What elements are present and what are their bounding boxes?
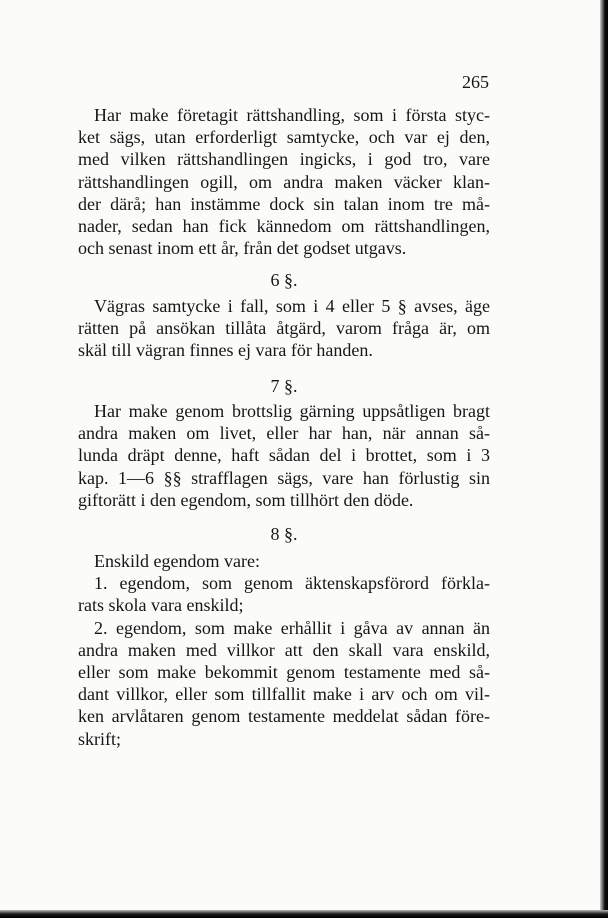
section-heading-8: 8 §. — [270, 524, 298, 544]
text-line: ket sägs, utan erforderligt samtycke, och var ej den, — [78, 127, 490, 148]
text-line: Enskild egendom vare: — [94, 551, 260, 571]
section-heading-7: 7 §. — [270, 376, 298, 396]
text-line: nader, sedan han fick kännedom om rättshandlingen, — [78, 215, 490, 236]
text-line: andra maken med villkor att den skall vara enskild, — [78, 639, 490, 660]
text-line: med vilken rättshandlingen ingicks, i god tro, vare — [78, 149, 490, 170]
section-8-paragraph — [78, 550, 490, 750]
text-line: rätten på ansökan tillåta åtgärd, varom fråga är, om — [78, 318, 490, 339]
text-line: andra maken om livet, eller har han, när annan så- — [78, 423, 490, 444]
text-line: rättshandlingen ogill, om andra maken väcker klan- — [78, 171, 490, 192]
text-line: kap. 1—6 §§ strafflagen sägs, vare han förlustig sin — [78, 467, 490, 488]
section-7-paragraph — [78, 400, 490, 511]
text-line: eller som make bekommit genom testamente med så- — [78, 661, 490, 682]
paragraph-continuation — [78, 104, 490, 259]
text-line: Har make genom brottslig gärning uppsåtligen bragt — [94, 401, 490, 421]
text-line: skäl till vägran finnes ej vara för handen. — [78, 340, 373, 361]
text-line: Har make företagit rättshandling, som i första styc- — [94, 105, 490, 125]
section-heading-6: 6 §. — [270, 270, 298, 290]
text-line: ken arvlåtaren genom testamente meddelat sådan före- — [78, 706, 490, 727]
text-line: der därå; han instämme dock sin talan inom tre må- — [78, 193, 490, 214]
text-line: 2. egendom, som make erhållit i gåva av annan än — [94, 617, 490, 638]
page-number: 265 — [462, 72, 489, 92]
text-line: lunda dräpt denne, haft sådan del i brottet, som i 3 — [78, 445, 490, 466]
text-line: giftorätt i den egendom, som tillhört den döde. — [78, 489, 414, 510]
text-line: 1. egendom, som genom äktenskapsförord förkla- — [94, 573, 490, 594]
text-line: och senast inom ett år, från det godset utgavs. — [78, 238, 407, 259]
text-line: skrift; — [78, 728, 121, 749]
scan-edge-right — [600, 0, 608, 918]
text-line: Vägras samtycke i fall, som i 4 eller 5 § avses, äge — [94, 296, 490, 316]
scan-edge-bottom — [0, 910, 608, 918]
text-line: rats skola vara enskild; — [78, 595, 244, 616]
section-6-paragraph — [78, 295, 490, 362]
text-line: dant villkor, eller som tillfallit make i arv och om vil- — [78, 684, 490, 705]
